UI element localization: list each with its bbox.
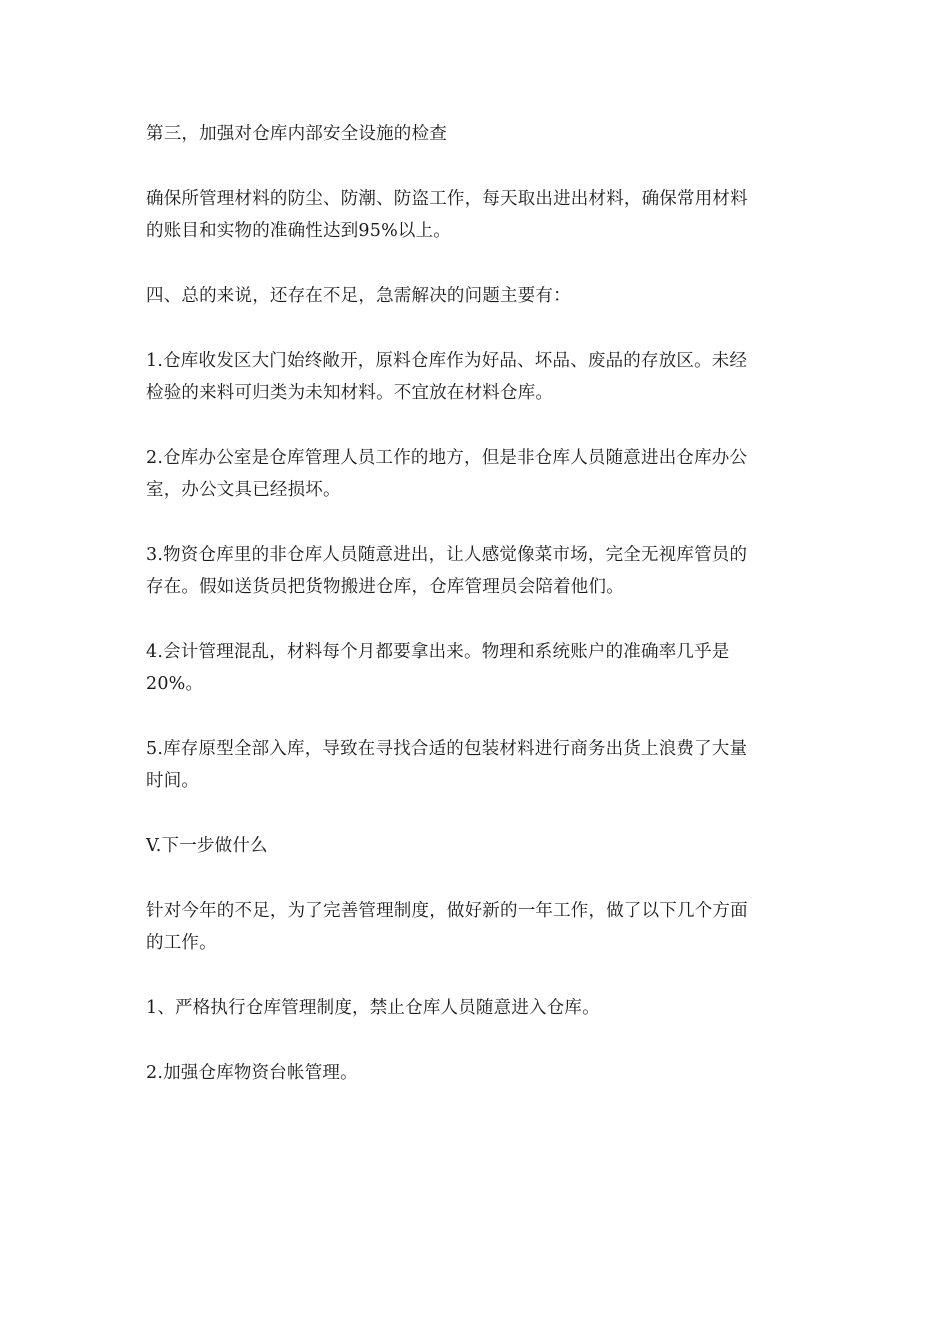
text-line: 3.物资仓库里的非仓库人员随意进出，让人感觉像菜市场，完全无视库管员的 [146,545,748,565]
text-line: 2.仓库办公室是仓库管理人员工作的地方，但是非仓库人员随意进出仓库办公 [146,448,748,468]
paragraph-next-steps [146,895,806,959]
text-line: 2.加强仓库物资台帐管理。 [146,1063,358,1083]
list-item-3 [146,539,806,603]
text-line: 针对今年的不足，为了完善管理制度，做好新的一年工作，做了以下几个方面 [146,901,748,921]
text-line: 的工作。 [146,933,217,953]
text-line: 的账目和实物的准确性达到95%以上。 [146,221,451,241]
list-item-5 [146,733,806,797]
text-line: 5.库存原型全部入库，导致在寻找合适的包装材料进行商务出货上浪费了大量 [146,739,748,759]
plan-item-1 [146,992,806,1024]
text-line: 4.会计管理混乱，材料每个月都要拿出来。物理和系统账户的准确率几乎是 [146,642,730,662]
section-heading-5 [146,830,806,862]
section-heading-4 [146,280,806,312]
text-line: 室，办公文具已经损坏。 [146,480,341,500]
text-line: 确保所管理材料的防尘、防潮、防盗工作，每天取出进出材料，确保常用材料 [146,189,748,209]
list-item-1 [146,345,806,409]
text-line: 检验的来料可归类为未知材料。不宜放在材料仓库。 [146,383,554,403]
text-line: 时间。 [146,771,200,791]
text-line: 存在。假如送货员把货物搬进仓库，仓库管理员会陪着他们。 [146,577,624,597]
section-heading-3 [146,118,806,150]
text-line: 四、总的来说，还存在不足，急需解决的问题主要有： [146,286,571,306]
text-line: 1.仓库收发区大门始终敞开，原料仓库作为好品、坏品、废品的存放区。未经 [146,351,748,371]
plan-item-2 [146,1057,806,1089]
list-item-4 [146,636,806,700]
document-page [146,118,806,1122]
text-line: V.下一步做什么 [146,836,268,856]
text-line: 第三，加强对仓库内部安全设施的检查 [146,124,447,144]
list-item-2 [146,442,806,506]
paragraph-storage-protection [146,183,806,247]
text-line: 20%。 [146,674,204,694]
text-line: 1、严格执行仓库管理制度，禁止仓库人员随意进入仓库。 [146,998,600,1018]
